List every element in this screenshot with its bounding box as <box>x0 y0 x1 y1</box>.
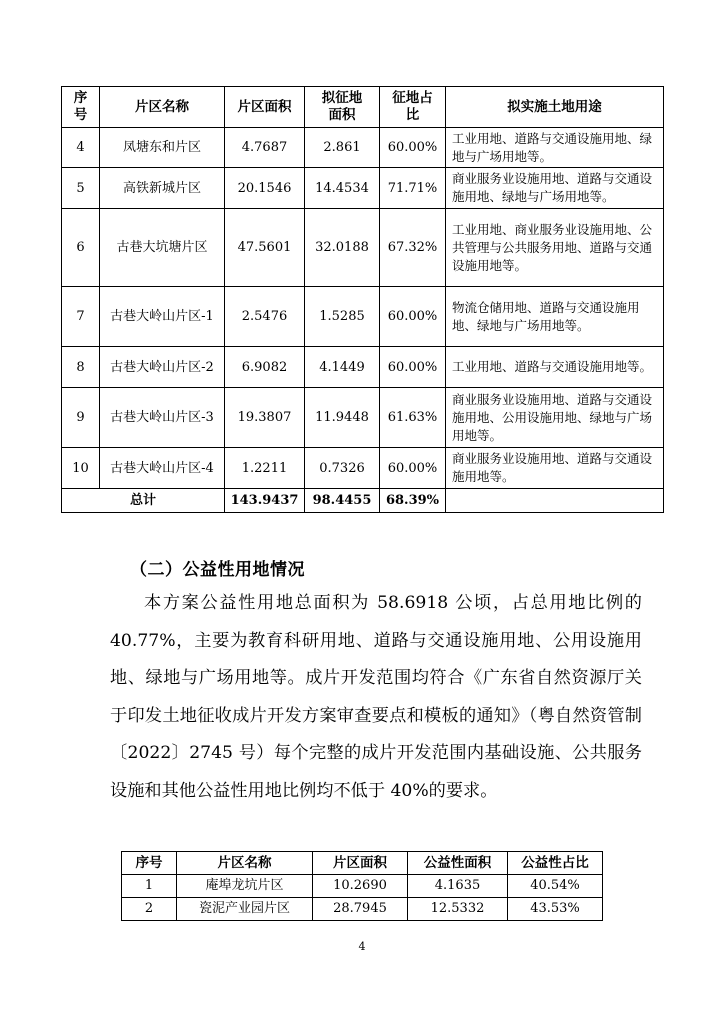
total-ratio: 68.39% <box>380 489 446 513</box>
cell-no: 6 <box>62 209 100 287</box>
cell-no: 2 <box>122 898 177 921</box>
cell-ratio: 67.32% <box>380 209 446 287</box>
land-acquisition-table <box>61 86 664 513</box>
header-use: 拟实施土地用途 <box>446 87 664 128</box>
table-header-row <box>122 852 603 875</box>
cell-use: 工业用地、道路与交通设施用地、绿地与广场用地等。 <box>446 128 664 168</box>
cell-area: 20.1546 <box>225 168 305 209</box>
cell-use: 商业服务业设施用地、道路与交通设施用地、绿地与广场用地等。 <box>446 168 664 209</box>
total-use <box>446 489 664 513</box>
cell-acq: 1.5285 <box>305 287 380 347</box>
table-row <box>62 128 664 168</box>
cell-ratio: 71.71% <box>380 168 446 209</box>
cell-no: 4 <box>62 128 100 168</box>
cell-acq: 0.7326 <box>305 448 380 489</box>
cell-name: 古巷大岭山片区-1 <box>100 287 225 347</box>
cell-ratio: 40.54% <box>508 875 603 898</box>
cell-public: 12.5332 <box>408 898 508 921</box>
cell-area: 4.7687 <box>225 128 305 168</box>
cell-ratio: 60.00% <box>380 448 446 489</box>
table-row <box>62 448 664 489</box>
header-public: 公益性面积 <box>408 852 508 875</box>
cell-no: 7 <box>62 287 100 347</box>
cell-name: 高铁新城片区 <box>100 168 225 209</box>
public-land-table <box>121 851 603 921</box>
table-row <box>62 287 664 347</box>
cell-name: 古巷大岭山片区-4 <box>100 448 225 489</box>
table-row <box>62 168 664 209</box>
cell-area: 2.5476 <box>225 287 305 347</box>
table-total-row <box>62 489 664 513</box>
table-row <box>122 898 603 921</box>
cell-acq: 11.9448 <box>305 388 380 448</box>
header-name: 片区名称 <box>100 87 225 128</box>
page-number: 4 <box>358 940 366 953</box>
cell-no: 10 <box>62 448 100 489</box>
header-no: 序 号 <box>62 87 100 128</box>
header-name: 片区名称 <box>177 852 313 875</box>
total-area: 143.9437 <box>225 489 305 513</box>
cell-acq: 32.0188 <box>305 209 380 287</box>
cell-area: 47.5601 <box>225 209 305 287</box>
header-area: 片区面积 <box>225 87 305 128</box>
cell-no: 9 <box>62 388 100 448</box>
cell-use: 商业服务业设施用地、道路与交通设施用地、公用设施用地、绿地与广场用地等。 <box>446 388 664 448</box>
cell-public: 4.1635 <box>408 875 508 898</box>
table-row <box>62 347 664 388</box>
header-ratio: 公益性占比 <box>508 852 603 875</box>
cell-name: 古巷大坑塘片区 <box>100 209 225 287</box>
cell-name: 凤塘东和片区 <box>100 128 225 168</box>
cell-name: 瓷泥产业园片区 <box>177 898 313 921</box>
cell-acq: 4.1449 <box>305 347 380 388</box>
cell-area: 6.9082 <box>225 347 305 388</box>
cell-no: 5 <box>62 168 100 209</box>
cell-use: 工业用地、道路与交通设施用地等。 <box>446 347 664 388</box>
total-acq: 98.4455 <box>305 489 380 513</box>
cell-use: 工业用地、商业服务业设施用地、公共管理与公共服务用地、道路与交通设施用地等。 <box>446 209 664 287</box>
section-paragraph: 本方案公益性用地总面积为 58.6918 公顷，占总用地比例的 40.77%，主要为教育科研用地、道路与交通设施用地、公用设施用地、绿地与广场用地等。成片开发范围均符合《广东省自然资源厅关于印发土地征收成片开发方案审查要点和模板的通知》（粤自然资管制〔2022〕2745 号）每个完整的成片开发范围内基础设施、公共服务设施和其他公益性用地比例均不低于 40%的要求。 <box>110 593 642 801</box>
cell-acq: 14.4534 <box>305 168 380 209</box>
header-no: 序号 <box>122 852 177 875</box>
table-row <box>62 388 664 448</box>
section-heading: （二）公益性用地情况 <box>130 560 305 580</box>
cell-area: 10.2690 <box>313 875 408 898</box>
header-acq: 拟征地 面积 <box>305 87 380 128</box>
cell-ratio: 60.00% <box>380 347 446 388</box>
cell-acq: 2.861 <box>305 128 380 168</box>
cell-name: 庵埠龙坑片区 <box>177 875 313 898</box>
header-ratio: 征地占 比 <box>380 87 446 128</box>
table-row <box>62 209 664 287</box>
table-row <box>122 875 603 898</box>
cell-ratio: 60.00% <box>380 287 446 347</box>
cell-use: 商业服务业设施用地、道路与交通设施用地等。 <box>446 448 664 489</box>
cell-area: 19.3807 <box>225 388 305 448</box>
cell-no: 1 <box>122 875 177 898</box>
cell-area: 28.7945 <box>313 898 408 921</box>
cell-no: 8 <box>62 347 100 388</box>
header-area: 片区面积 <box>313 852 408 875</box>
cell-ratio: 61.63% <box>380 388 446 448</box>
table-header-row <box>62 87 664 128</box>
cell-ratio: 60.00% <box>380 128 446 168</box>
cell-name: 古巷大岭山片区-2 <box>100 347 225 388</box>
cell-name: 古巷大岭山片区-3 <box>100 388 225 448</box>
cell-ratio: 43.53% <box>508 898 603 921</box>
cell-use: 物流仓储用地、道路与交通设施用地、绿地与广场用地等。 <box>446 287 664 347</box>
total-label: 总计 <box>62 489 225 513</box>
cell-area: 1.2211 <box>225 448 305 489</box>
